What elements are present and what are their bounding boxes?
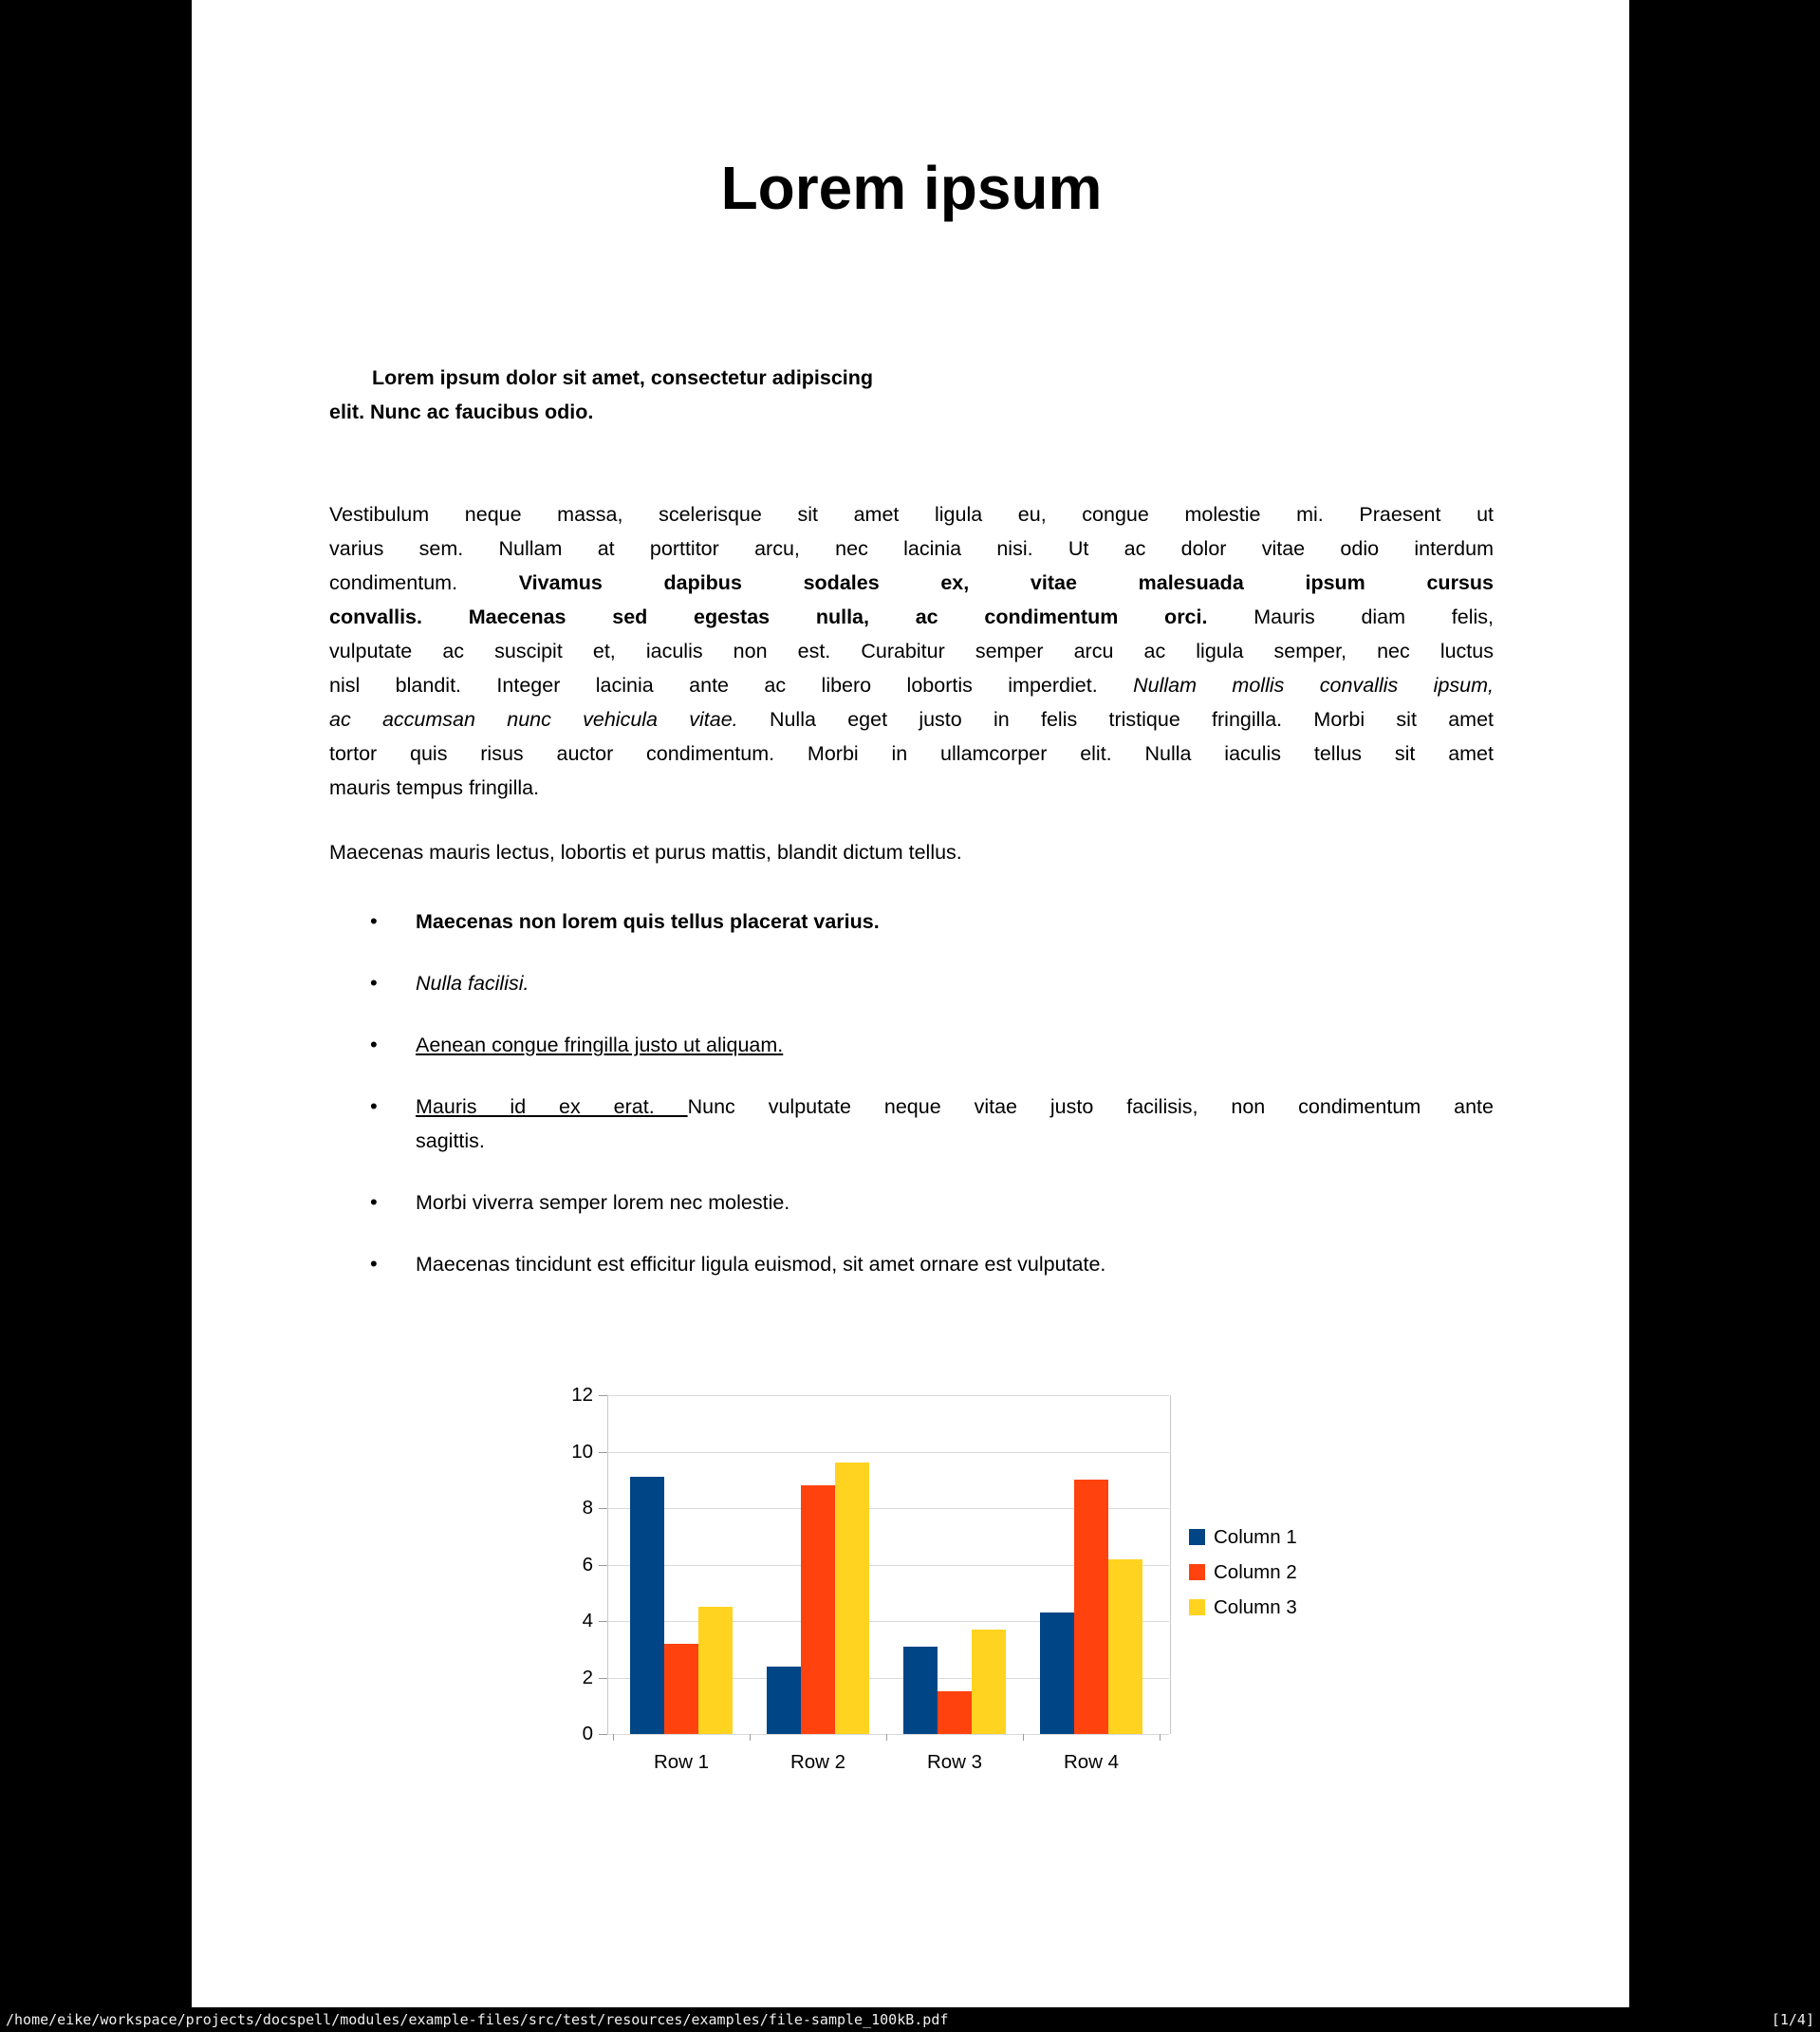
- x-axis-tick: [613, 1734, 614, 1741]
- text-segment: Vestibulum neque massa, scelerisque sit amet ligula eu, congue molestie mi. Praesent ut: [329, 503, 1494, 526]
- bullet-list: [329, 904, 1494, 1281]
- text-segment: Mauris id ex erat.: [416, 1095, 688, 1118]
- paragraph-line: [329, 531, 1494, 566]
- gridline: [607, 1452, 1169, 1453]
- paragraph-line: [329, 702, 1494, 736]
- list-item: [329, 1090, 1494, 1158]
- x-axis-tick: [1160, 1734, 1161, 1741]
- list-item-line: [416, 966, 1494, 1000]
- y-axis-label: 0: [582, 1723, 593, 1744]
- legend-swatch: [1189, 1564, 1205, 1580]
- text-segment: Maecenas non lorem quis tellus placerat varius.: [416, 910, 880, 933]
- y-axis-tick: [599, 1395, 607, 1396]
- list-item-line: [416, 904, 1494, 939]
- y-axis-label: 6: [582, 1553, 593, 1575]
- legend-swatch: [1189, 1599, 1205, 1615]
- list-item-line: [416, 1028, 1494, 1062]
- paragraph-line: [329, 600, 1494, 634]
- status-bar: [0, 2007, 1820, 2032]
- text-segment: Nunc vulputate neque vitae justo facilisis, non condimentum ante: [687, 1095, 1494, 1118]
- chart-bar-column-1: [903, 1647, 938, 1734]
- y-axis-tick: [599, 1678, 607, 1679]
- x-axis-label: Row 4: [1063, 1751, 1120, 1773]
- chart-bar-column-1: [1040, 1613, 1074, 1734]
- file-path: /home/eike/workspace/projects/docspell/modules/example-files/src/test/resources/examples/file-sample_100kB.pdf: [6, 2011, 949, 2028]
- list-intro-line: Maecenas mauris lectus, lobortis et purus mattis, blandit dictum tellus.: [329, 841, 962, 864]
- legend-swatch: [1189, 1529, 1205, 1545]
- y-axis-tick: [599, 1621, 607, 1622]
- text-segment: Nullam mollis convallis ipsum,: [1133, 674, 1494, 697]
- text-segment: convallis. Maecenas sed egestas nulla, ac condimentum orci.: [329, 606, 1208, 628]
- text-segment: mauris tempus fringilla.: [329, 776, 540, 799]
- main-paragraph: [329, 497, 1494, 805]
- page-indicator: [1/4]: [1771, 2011, 1814, 2028]
- document-content: [329, 0, 1494, 1309]
- paragraph-line: [329, 771, 1494, 805]
- chart-bar-column-1: [767, 1667, 801, 1734]
- list-item-line: [416, 1124, 1494, 1158]
- chart-bar-column-3: [972, 1630, 1006, 1734]
- text-segment: Aenean congue fringilla justo ut aliquam.: [416, 1034, 784, 1056]
- y-axis-label: 8: [582, 1497, 593, 1519]
- y-axis-tick: [599, 1565, 607, 1566]
- list-item: [329, 904, 1494, 939]
- paragraph-line: [329, 668, 1494, 702]
- x-axis-label: Row 3: [926, 1751, 983, 1773]
- text-segment: nisl blandit. Integer lacinia ante ac libero lobortis imperdiet.: [329, 674, 1134, 697]
- text-segment: Mauris diam felis,: [1207, 606, 1494, 628]
- x-axis-label: Row 2: [789, 1751, 846, 1773]
- heading-line: [329, 361, 1494, 395]
- text-segment: Morbi viverra semper lorem nec molestie.: [416, 1191, 790, 1214]
- document-heading: [329, 361, 1494, 429]
- text-segment: Vivamus dapibus sodales ex, vitae malesuada ipsum cursus: [518, 571, 1494, 594]
- bar-chart: [192, 1384, 1629, 1805]
- text-segment: sagittis.: [416, 1129, 485, 1152]
- y-axis-label: 2: [582, 1666, 593, 1688]
- x-axis-tick: [1023, 1734, 1024, 1741]
- x-axis-label: Row 1: [653, 1751, 710, 1773]
- y-axis-label: 4: [582, 1610, 593, 1631]
- paragraph-line: [329, 736, 1494, 771]
- text-segment: Lorem ipsum dolor sit amet, consectetur adipiscing: [372, 366, 874, 389]
- x-axis-tick: [886, 1734, 887, 1741]
- chart-bar-column-2: [1074, 1480, 1108, 1734]
- text-segment: tortor quis risus auctor condimentum. Morbi in ullamcorper elit. Nulla iaculis tellus sit amet: [329, 742, 1494, 765]
- y-axis-label: 10: [571, 1440, 593, 1463]
- chart-bar-column-1: [630, 1477, 664, 1734]
- y-axis-tick: [599, 1734, 607, 1735]
- legend-label: Column 1: [1214, 1526, 1297, 1548]
- list-item-line: [416, 1247, 1494, 1281]
- chart-bar-column-2: [938, 1691, 972, 1734]
- legend-label: Column 3: [1214, 1596, 1297, 1618]
- paragraph-line: [329, 497, 1494, 531]
- text-segment: ac accumsan nunc vehicula vitae.: [329, 708, 738, 731]
- text-segment: elit. Nunc ac faucibus odio.: [329, 401, 594, 423]
- x-axis-tick: [750, 1734, 751, 1741]
- chart-bar-column-3: [698, 1607, 733, 1734]
- list-item: [329, 1185, 1494, 1220]
- chart-bar-column-3: [1108, 1559, 1142, 1734]
- text-segment: vulputate ac suscipit et, iaculis non est. Curabitur semper arcu ac ligula semper, nec luctus: [329, 640, 1494, 662]
- text-segment: Nulla eget justo in felis tristique fringilla. Morbi sit amet: [737, 708, 1494, 731]
- chart-bar-column-2: [801, 1485, 835, 1734]
- text-segment: condimentum.: [329, 571, 519, 594]
- y-axis-tick: [599, 1452, 607, 1453]
- y-axis-tick: [599, 1508, 607, 1509]
- legend-label: Column 2: [1214, 1561, 1297, 1583]
- list-item: [329, 1028, 1494, 1062]
- list-item: [329, 966, 1494, 1000]
- document-page: [192, 0, 1629, 2007]
- list-item-line: [416, 1090, 1494, 1124]
- list-item-line: [416, 1185, 1494, 1220]
- y-axis-label: 12: [571, 1384, 593, 1406]
- heading-line: [329, 395, 1494, 429]
- chart-bar-column-2: [664, 1644, 698, 1734]
- text-segment: varius sem. Nullam at porttitor arcu, nec lacinia nisi. Ut ac dolor vitae odio interdum: [329, 537, 1494, 560]
- list-item: [329, 1247, 1494, 1281]
- text-segment: Maecenas tincidunt est efficitur ligula euismod, sit amet ornare est vulputate.: [416, 1253, 1106, 1276]
- text-segment: Nulla facilisi.: [416, 972, 529, 995]
- gridline: [607, 1734, 1169, 1735]
- paragraph-line: [329, 634, 1494, 668]
- gridline: [607, 1395, 1169, 1396]
- chart-bar-column-3: [835, 1463, 869, 1734]
- paragraph-line: [329, 566, 1494, 600]
- document-title: Lorem ipsum: [720, 154, 1103, 222]
